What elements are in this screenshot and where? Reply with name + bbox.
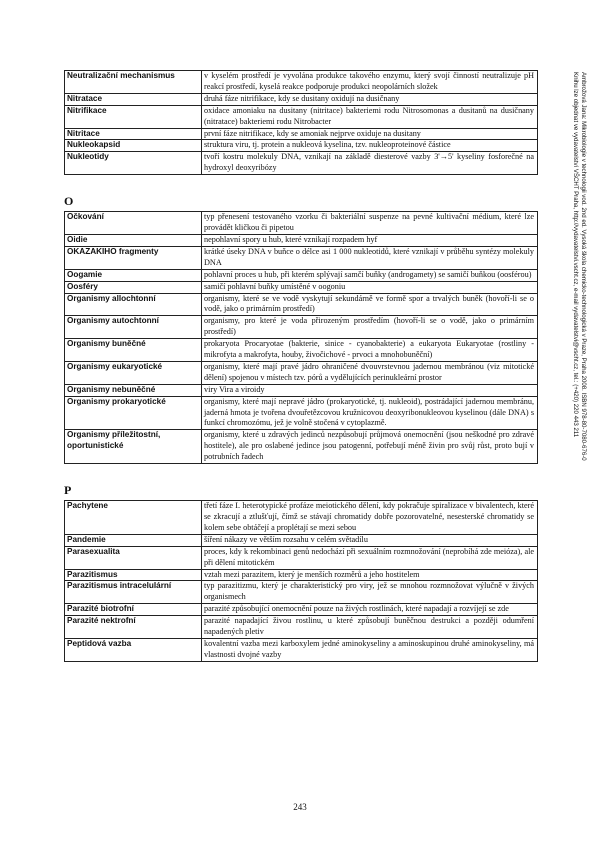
glossary-term: Parasexualita bbox=[65, 546, 202, 569]
glossary-term: OKAZAKIHO fragmenty bbox=[65, 246, 202, 269]
glossary-definition: samičí pohlavní buňky umístěné v oogoniu bbox=[202, 281, 538, 293]
page-number: 243 bbox=[293, 802, 307, 812]
glossary-term: Organismy eukaryotické bbox=[65, 361, 202, 384]
glossary-row bbox=[65, 501, 538, 535]
glossary-term: Nukleokapsid bbox=[65, 140, 202, 152]
glossary-term: Nitritace bbox=[65, 128, 202, 140]
glossary-definition: organismy, pro které je voda přirozeným prostředím (hovoří-li se o vodě, jako o primárním prostředí) bbox=[202, 316, 538, 339]
glossary-definition: pohlavní proces u hub, při kterém splývají samčí buňky (androgamety) se samičí buňkou (oosférou) bbox=[202, 269, 538, 281]
glossary-table-n bbox=[64, 70, 538, 175]
glossary-row bbox=[65, 234, 538, 246]
glossary-definition: parazité způsobující onemocnění pouze na živých rostlinách, které napadají a rozvíjejí se zde bbox=[202, 604, 538, 616]
glossary-term: Očkování bbox=[65, 212, 202, 235]
glossary-row bbox=[65, 616, 538, 639]
glossary-row bbox=[65, 396, 538, 430]
glossary-definition: organismy, které mají nepravé jádro (prokaryotické, tj. nukleoid), postrádající jadernou membránu, jaderná hmota je tvořena dvouřetězcovou kružnicovou deoxyribonukleovou kyselinou (dále DNA) s funkcí chromozómu, jež je volně stočená v cytoplazmě. bbox=[202, 396, 538, 430]
glossary-row bbox=[65, 293, 538, 316]
glossary-row bbox=[65, 140, 538, 152]
glossary-row bbox=[65, 638, 538, 661]
glossary-row bbox=[65, 430, 538, 464]
glossary-row bbox=[65, 384, 538, 396]
glossary-term: Nitrifikace bbox=[65, 105, 202, 128]
glossary-row bbox=[65, 604, 538, 616]
glossary-definition: organismy, které u zdravých jedinců nezpůsobují průjmová onemocnění (jsou neškodné pro zdravé hostitele), ale pro oslabené jedince jsou patogenní, potřebují méně živin pro svůj růst, proto bují v potrubních řadech bbox=[202, 430, 538, 464]
glossary-row bbox=[65, 71, 538, 94]
glossary-definition: oxidace amoniaku na dusitany (nitritace) bakteriemi rodu Nitrosomonas a dusitanů na dusičnany (nitratace) bakteriemi rodu Nitrobacter bbox=[202, 105, 538, 128]
glossary-term: Nitratace bbox=[65, 93, 202, 105]
glossary-definition: typ přenesení testovaného vzorku či bakteriální suspenze na pevné kultivační médium, které lze provádět kličkou či pipetou bbox=[202, 212, 538, 235]
glossary-definition: krátké úseky DNA v buňce o délce asi 1 000 nukleotidů, které vznikají v průběhu syntézy molekuly DNA bbox=[202, 246, 538, 269]
glossary-term: Oidie bbox=[65, 234, 202, 246]
glossary-definition: vztah mezi parazitem, který je menších rozměrů a jeho hostitelem bbox=[202, 569, 538, 581]
glossary-row bbox=[65, 128, 538, 140]
glossary-definition: druhá fáze nitrifikace, kdy se dusitany oxidují na dusičnany bbox=[202, 93, 538, 105]
glossary-row bbox=[65, 581, 538, 604]
glossary-row bbox=[65, 534, 538, 546]
glossary-table-p bbox=[64, 500, 538, 662]
glossary-definition: šíření nákazy ve větším rozsahu v celém světadílu bbox=[202, 534, 538, 546]
glossary-term: Parazité biotrofní bbox=[65, 604, 202, 616]
glossary-term: Pandemie bbox=[65, 534, 202, 546]
glossary-term: Nukleotidy bbox=[65, 152, 202, 175]
glossary-definition: organismy, které mají pravé jádro ohraničené dvouvrstevnou jadernou membránou (viz mitotické dělení) spojenou v místech tzv. pórů a vydělujících perinukleární prostor bbox=[202, 361, 538, 384]
glossary-row bbox=[65, 546, 538, 569]
glossary-term: Organismy prokaryotické bbox=[65, 396, 202, 430]
glossary-definition: v kyselém prostředí je vyvolána produkce takového enzymu, který svojí činností neutralizuje pH reakcí prostředí, kyselá reakce podporuje produkci neopolárních složek bbox=[202, 71, 538, 94]
glossary-definition: proces, kdy k rekombinaci genů nedochází při sexuálním rozmnožování (neprobíhá zde meióza), ale při dělení mitotickém bbox=[202, 546, 538, 569]
glossary-definition: prokaryota Procaryotae (bakterie, sinice - cyanobakterie) a eukaryota Eukaryotae (rostliny - mikrofyta a makrofyta, houby, živočichové - prvoci a mnohobuněční) bbox=[202, 339, 538, 362]
glossary-row bbox=[65, 105, 538, 128]
glossary-row bbox=[65, 212, 538, 235]
glossary-row bbox=[65, 281, 538, 293]
glossary-definition: první fáze nitrifikace, kdy se amoniak nejprve oxiduje na dusitany bbox=[202, 128, 538, 140]
glossary-term: Peptidová vazba bbox=[65, 638, 202, 661]
section-letter-p: P bbox=[64, 483, 72, 498]
glossary-term: Parazitismus bbox=[65, 569, 202, 581]
glossary-row bbox=[65, 93, 538, 105]
glossary-term: Organismy příležitostní, oportunistické bbox=[65, 430, 202, 464]
side-note-line-1: Ambrožová Jana: Mikrobiologie v technologii vod. 2nd ed. Vysoká škola chemicko-technologická v Praze, Praha 2008. ISBN 978-80-7080-676-0 bbox=[580, 72, 587, 461]
glossary-row bbox=[65, 246, 538, 269]
glossary-definition: třetí fáze I. heterotypické profáze meiotického dělení, kdy pokračuje spiralizace v bivalentech, které se zkracují a ztlušťují, čímž se stávají chromatidy dobře pozorovatelné, nesesterské chromatidy se kolem sebe obtáčejí a proplétají se mezi sebou bbox=[202, 501, 538, 535]
glossary-term: Oogamie bbox=[65, 269, 202, 281]
glossary-row bbox=[65, 361, 538, 384]
glossary-term: Organismy buněčné bbox=[65, 339, 202, 362]
glossary-term: Organismy autochtonní bbox=[65, 316, 202, 339]
glossary-row bbox=[65, 152, 538, 175]
glossary-term: Oosféry bbox=[65, 281, 202, 293]
glossary-table-o bbox=[64, 211, 538, 464]
glossary-definition: tvoří kostru molekuly DNA, vznikají na základě diesterové vazby 3'→5' kyseliny fosforečné na hydroxyl deoxyribózy bbox=[202, 152, 538, 175]
glossary-definition: kovalentní vazba mezi karboxylem jedné aminokyseliny a aminoskupinou druhé aminokyseliny, má vlastnosti dvojné vazby bbox=[202, 638, 538, 661]
glossary-definition: struktura viru, tj. protein a nukleová kyselina, tzv. nukleoproteinové částice bbox=[202, 140, 538, 152]
side-note-line-2: Knihu lze objednat ve vydavatelství VŠCHT Praha, http://vydavatelstvi.vscht.cz, e-mail vydavatelstvi@vscht.cz, tel.: (+420) 220 443 211 bbox=[572, 72, 579, 438]
glossary-definition: parazité napadající živou rostlinu, u které způsobují buněčnou destrukci a později odumření napadených pletiv bbox=[202, 616, 538, 639]
glossary-term: Parazité nektrofní bbox=[65, 616, 202, 639]
glossary-term: Parazitismus intracelulární bbox=[65, 581, 202, 604]
glossary-row bbox=[65, 269, 538, 281]
glossary-row bbox=[65, 569, 538, 581]
glossary-term: Pachytene bbox=[65, 501, 202, 535]
glossary-page bbox=[64, 70, 538, 662]
glossary-definition: nepohlavní spory u hub, které vznikají rozpadem hyf bbox=[202, 234, 538, 246]
glossary-term: Neutralizační mechanismus bbox=[65, 71, 202, 94]
glossary-row bbox=[65, 339, 538, 362]
glossary-definition: typ parazitizmu, který je charakteristický pro viry, jež se mnohou rozmnožovat výlučně v živých organismech bbox=[202, 581, 538, 604]
side-note bbox=[572, 72, 587, 592]
glossary-row bbox=[65, 316, 538, 339]
section-letter-o: O bbox=[64, 194, 74, 209]
glossary-term: Organismy nebuněčné bbox=[65, 384, 202, 396]
glossary-term: Organismy allochtonní bbox=[65, 293, 202, 316]
glossary-definition: viry Vira a viroidy bbox=[202, 384, 538, 396]
glossary-definition: organismy, které se ve vodě vyskytují sekundárně ve formě spor a trvalých buněk (hovoří-li se o vodě, jako o primárním prostředí) bbox=[202, 293, 538, 316]
